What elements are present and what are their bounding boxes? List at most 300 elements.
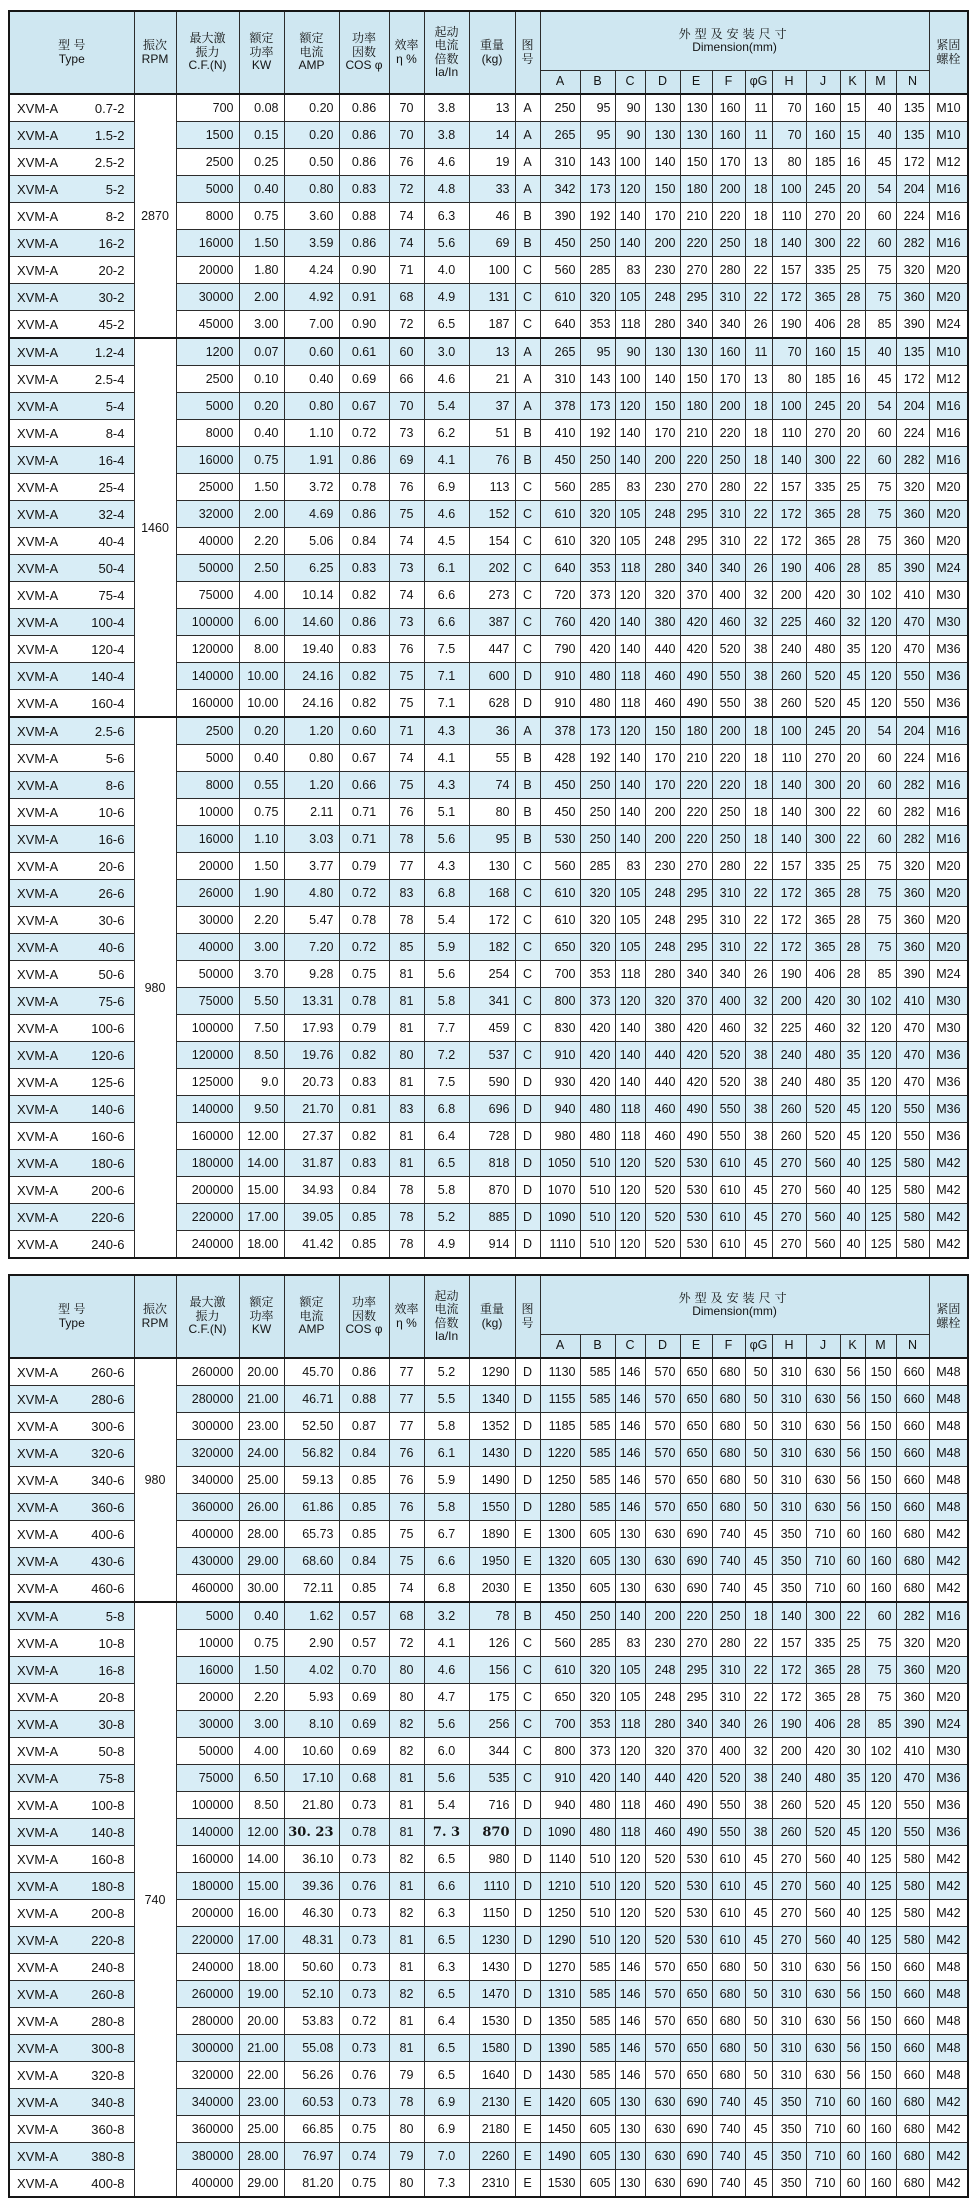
cell-dim-M: 125 [865,1231,896,1259]
cell-dim-N: 172 [896,366,929,393]
cell-ia: 6.6 [424,609,469,636]
cell-dim-φG: 50 [745,1954,772,1981]
cell-dim-J: 630 [806,1413,840,1440]
cell-dim-A: 650 [540,934,580,961]
cell-dim-N: 580 [896,1150,929,1177]
cell-type [9,2116,134,2143]
rpm-group-980 [9,1358,968,1602]
cell-cos: 0.91 [339,284,389,311]
cell-dim-K: 56 [840,1954,865,1981]
cell-dim-J: 460 [806,1015,840,1042]
cell-dim-φG: 50 [745,1981,772,2008]
cell-fig: B [515,447,540,474]
cell-eff: 78 [389,826,424,853]
cell-dim-J: 560 [806,1873,840,1900]
cell-bolt: M16 [929,772,968,799]
model-name: XVM-A [17,1472,59,1488]
cell-cf: 220000 [176,1204,239,1231]
model-size: 75-4 [98,587,125,603]
cell-dim-C: 146 [615,1440,645,1467]
cell-cf: 1200 [176,338,239,366]
cell-fig: D [515,1096,540,1123]
cell-kg: 33 [469,176,515,203]
cell-bolt: M16 [929,799,968,826]
cell-bolt: M42 [929,1548,968,1575]
cell-amp: 34.93 [284,1177,339,1204]
cell-dim-F: 610 [712,1927,745,1954]
cell-dim-C: 140 [615,1765,645,1792]
model-size: 220-8 [91,1932,125,1948]
cell-dim-E: 295 [680,528,712,555]
cell-dim-J: 335 [806,474,840,501]
cell-bolt: M36 [929,1069,968,1096]
cell-dim-M: 60 [865,203,896,230]
cell-dim-M: 150 [865,1467,896,1494]
cell-dim-D: 440 [645,1042,680,1069]
cell-cf: 120000 [176,636,239,663]
cell-dim-F: 610 [712,1900,745,1927]
cell-dim-M: 150 [865,1413,896,1440]
cell-fig: C [515,934,540,961]
cell-dim-φG: 38 [745,1042,772,1069]
model-name: XVM-A [17,127,59,143]
model-size: 10-6 [98,804,125,820]
model-name: XVM-A [17,1959,59,1975]
cell-bolt: M48 [929,1981,968,2008]
cell-dim-φG: 18 [745,745,772,772]
cell-fig: C [515,1657,540,1684]
cell-bolt: M48 [929,1467,968,1494]
model-name: XVM-A [17,398,59,414]
cell-kg: 131 [469,284,515,311]
cell-dim-E: 420 [680,1015,712,1042]
header-dim-D: D [645,71,680,95]
cell-dim-M: 120 [865,1015,896,1042]
cell-dim-K: 40 [840,1177,865,1204]
cell-amp: 17.93 [284,1015,339,1042]
cell-ia: 5.4 [424,393,469,420]
cell-dim-D: 570 [645,2062,680,2089]
cell-dim-N: 172 [896,149,929,176]
cell-ia: 6.8 [424,880,469,907]
cell-type [9,2035,134,2062]
cell-dim-K: 20 [840,176,865,203]
cell-dim-φG: 32 [745,582,772,609]
cell-dim-H: 270 [772,1927,806,1954]
cell-dim-E: 650 [680,1358,712,1386]
cell-amp: 3.60 [284,203,339,230]
cell-type [9,176,134,203]
cell-dim-N: 320 [896,1630,929,1657]
cell-cos: 0.75 [339,2170,389,2198]
cell-ia: 6.5 [424,1927,469,1954]
header-rpm-line: RPM [141,1315,169,1330]
model-size: 260-8 [91,1986,125,2002]
cell-dim-K: 15 [840,338,865,366]
cell-dim-H: 310 [772,1981,806,2008]
cell-cf: 5000 [176,1602,239,1630]
cell-eff: 78 [389,2089,424,2116]
cell-dim-C: 105 [615,528,645,555]
cell-fig: E [515,2089,540,2116]
cell-dim-E: 530 [680,1150,712,1177]
cell-kg: 1230 [469,1927,515,1954]
cell-dim-C: 105 [615,501,645,528]
cell-fig: D [515,1873,540,1900]
cell-dim-M: 120 [865,1819,896,1846]
cell-dim-A: 910 [540,1042,580,1069]
cell-dim-D: 630 [645,2143,680,2170]
cell-dim-D: 320 [645,1738,680,1765]
cell-fig: C [515,555,540,582]
cell-cos: 0.72 [339,420,389,447]
cell-dim-K: 25 [840,474,865,501]
cell-dim-F: 550 [712,1819,745,1846]
cell-dim-F: 740 [712,1521,745,1548]
cell-dim-F: 680 [712,1413,745,1440]
cell-cos: 0.73 [339,1981,389,2008]
cell-kw: 6.50 [239,1765,284,1792]
cell-dim-C: 105 [615,1657,645,1684]
cell-type [9,1150,134,1177]
cell-dim-B: 320 [580,1684,615,1711]
cell-dim-D: 520 [645,1873,680,1900]
cell-fig: D [515,1386,540,1413]
cell-dim-J: 520 [806,690,840,718]
cell-kg: 1530 [469,2008,515,2035]
cell-dim-N: 204 [896,717,929,745]
cell-dim-N: 550 [896,690,929,718]
cell-dim-M: 150 [865,1954,896,1981]
cell-type [9,1954,134,1981]
cell-dim-M: 120 [865,1765,896,1792]
cell-ia: 6.7 [424,1521,469,1548]
cell-dim-H: 190 [772,961,806,988]
cell-dim-M: 75 [865,880,896,907]
cell-dim-D: 320 [645,988,680,1015]
cell-cf: 16000 [176,1657,239,1684]
cell-type [9,311,134,339]
cell-type [9,880,134,907]
cell-ia: 6.5 [424,2062,469,2089]
cell-dim-D: 170 [645,203,680,230]
cell-type [9,1792,134,1819]
header-weight-line: 重量 [479,1302,504,1316]
cell-bolt: M48 [929,2035,968,2062]
cell-cos: 0.82 [339,690,389,718]
cell-dim-B: 250 [580,1602,615,1630]
cell-amp: 30. 23 [284,1819,339,1846]
cell-dim-K: 60 [840,2116,865,2143]
cell-dim-K: 35 [840,1042,865,1069]
header-rated-current-line: 额定 [299,1295,324,1310]
cell-dim-B: 585 [580,1467,615,1494]
cell-dim-E: 490 [680,663,712,690]
header-power-factor-line: 因数 [351,1308,376,1323]
cell-dim-F: 680 [712,1954,745,1981]
cell-dim-C: 140 [615,609,645,636]
header-dim-φG: φG [745,71,772,95]
cell-kg: 818 [469,1150,515,1177]
cell-dim-J: 245 [806,717,840,745]
model-name: XVM-A [17,723,59,739]
cell-dim-D: 570 [645,1440,680,1467]
cell-dim-A: 310 [540,366,580,393]
header-starting-current-ratio-line: Ia/In [434,1329,459,1343]
cell-kw: 3.00 [239,1711,284,1738]
cell-dim-K: 28 [840,311,865,339]
cell-bolt: M48 [929,2062,968,2089]
cell-dim-H: 157 [772,853,806,880]
cell-cf: 400000 [176,1521,239,1548]
cell-type [9,1657,134,1684]
cell-dim-B: 320 [580,528,615,555]
rpm-group-740 [9,1602,968,2197]
model-size: 1.5-2 [94,127,125,143]
cell-cf: 160000 [176,1846,239,1873]
cell-eff: 79 [389,2062,424,2089]
cell-dim-E: 295 [680,284,712,311]
cell-ia: 5.1 [424,799,469,826]
cell-ia: 4.7 [424,1684,469,1711]
cell-dim-φG: 50 [745,1413,772,1440]
cell-dim-C: 140 [615,799,645,826]
cell-type [9,663,134,690]
cell-kw: 19.00 [239,1981,284,2008]
cell-eff: 81 [389,1123,424,1150]
model-name: XVM-A [17,1716,59,1732]
cell-ia: 6.0 [424,1738,469,1765]
header-efficiency-line: η % [396,51,417,66]
cell-dim-E: 295 [680,880,712,907]
cell-dim-H: 270 [772,1177,806,1204]
cell-amp: 10.60 [284,1738,339,1765]
cell-dim-K: 40 [840,1846,865,1873]
cell-dim-D: 248 [645,528,680,555]
cell-fig: C [515,284,540,311]
cell-eff: 75 [389,1521,424,1548]
cell-fig: D [515,1231,540,1259]
cell-dim-J: 560 [806,1204,840,1231]
cell-eff: 80 [389,1657,424,1684]
model-size: 2.5-6 [94,723,125,739]
cell-kw: 1.10 [239,826,284,853]
cell-dim-N: 550 [896,1792,929,1819]
cell-ia: 4.1 [424,745,469,772]
cell-dim-B: 320 [580,284,615,311]
cell-dim-J: 300 [806,1602,840,1630]
cell-kg: 21 [469,366,515,393]
cell-fig: C [515,582,540,609]
header-efficiency [389,11,424,94]
model-size: 200-8 [91,1905,125,1921]
cell-dim-F: 200 [712,393,745,420]
cell-cf: 125000 [176,1069,239,1096]
cell-dim-M: 125 [865,1873,896,1900]
cell-bolt: M42 [929,2170,968,2198]
cell-dim-H: 310 [772,1467,806,1494]
cell-ia: 4.9 [424,284,469,311]
cell-dim-F: 250 [712,826,745,853]
cell-dim-φG: 22 [745,880,772,907]
cell-dim-C: 140 [615,1015,645,1042]
cell-dim-D: 248 [645,880,680,907]
cell-dim-A: 560 [540,474,580,501]
cell-dim-E: 340 [680,311,712,339]
cell-dim-C: 140 [615,636,645,663]
cell-dim-E: 220 [680,1602,712,1630]
cell-amp: 2.11 [284,799,339,826]
cell-bolt: M30 [929,582,968,609]
cell-dim-M: 85 [865,1711,896,1738]
cell-kw: 1.50 [239,230,284,257]
cell-dim-C: 146 [615,1358,645,1386]
model-name: XVM-A [17,1797,59,1813]
cell-type [9,1738,134,1765]
cell-fig: C [515,1711,540,1738]
cell-type [9,582,134,609]
cell-type [9,907,134,934]
cell-type [9,393,134,420]
cell-kw: 14.00 [239,1846,284,1873]
cell-dim-C: 120 [615,393,645,420]
cell-dim-J: 406 [806,555,840,582]
cell-dim-D: 570 [645,1358,680,1386]
cell-type [9,1042,134,1069]
cell-dim-E: 490 [680,1123,712,1150]
cell-ia: 4.3 [424,853,469,880]
cell-dim-J: 630 [806,2008,840,2035]
cell-dim-H: 350 [772,1548,806,1575]
cell-dim-N: 680 [896,2116,929,2143]
header-dim-B: B [580,71,615,95]
cell-fig: A [515,122,540,149]
model-size: 400-6 [91,1526,125,1542]
model-size: 100-6 [91,1020,125,1036]
cell-dim-K: 40 [840,1150,865,1177]
cell-dim-N: 580 [896,1231,929,1259]
cell-eff: 78 [389,1231,424,1259]
cell-dim-D: 520 [645,1150,680,1177]
cell-dim-K: 20 [840,717,865,745]
cell-kg: 535 [469,1765,515,1792]
cell-kg: 55 [469,745,515,772]
cell-dim-H: 172 [772,284,806,311]
cell-cos: 0.73 [339,2035,389,2062]
cell-dim-J: 520 [806,1096,840,1123]
cell-dim-H: 350 [772,2089,806,2116]
cell-dim-K: 22 [840,799,865,826]
cell-dim-D: 520 [645,1900,680,1927]
cell-dim-C: 130 [615,2089,645,2116]
header-max-force-line: 振力 [195,1308,220,1323]
cell-dim-D: 520 [645,1204,680,1231]
model-size: 320-6 [91,1445,125,1461]
cell-dim-D: 140 [645,149,680,176]
cell-bolt: M42 [929,1150,968,1177]
cell-cos: 0.71 [339,799,389,826]
cell-kg: 1290 [469,1358,515,1386]
cell-dim-D: 570 [645,1467,680,1494]
cell-dim-A: 530 [540,826,580,853]
cell-kg: 344 [469,1738,515,1765]
cell-dim-C: 146 [615,1386,645,1413]
cell-dim-N: 135 [896,94,929,122]
cell-dim-J: 365 [806,934,840,961]
cell-dim-B: 585 [580,1440,615,1467]
cell-kw: 18.00 [239,1231,284,1259]
cell-dim-J: 520 [806,663,840,690]
cell-eff: 74 [389,230,424,257]
cell-fig: C [515,501,540,528]
cell-dim-D: 630 [645,1548,680,1575]
cell-dim-A: 1155 [540,1386,580,1413]
cell-dim-H: 80 [772,149,806,176]
cell-kg: 1150 [469,1900,515,1927]
cell-dim-N: 660 [896,1954,929,1981]
cell-dim-H: 110 [772,203,806,230]
cell-kw: 8.50 [239,1042,284,1069]
cell-kg: 2310 [469,2170,515,2198]
cell-dim-E: 530 [680,1900,712,1927]
cell-dim-J: 270 [806,745,840,772]
cell-dim-N: 470 [896,1015,929,1042]
cell-cf: 40000 [176,934,239,961]
cell-dim-M: 160 [865,1548,896,1575]
cell-eff: 72 [389,1630,424,1657]
model-size: 8-4 [105,425,125,441]
cell-dim-J: 630 [806,2035,840,2062]
cell-dim-H: 310 [772,1358,806,1386]
cell-dim-M: 85 [865,555,896,582]
cell-bolt: M36 [929,1042,968,1069]
cell-dim-F: 550 [712,1792,745,1819]
cell-type [9,1413,134,1440]
cell-bolt: M16 [929,447,968,474]
cell-amp: 56.82 [284,1440,339,1467]
cell-dim-H: 270 [772,1873,806,1900]
cell-amp: 0.60 [284,338,339,366]
cell-dim-A: 1490 [540,2143,580,2170]
cell-dim-F: 400 [712,582,745,609]
cell-amp: 39.36 [284,1873,339,1900]
cell-eff: 76 [389,799,424,826]
cell-kg: 1430 [469,1954,515,1981]
cell-kw: 0.40 [239,1602,284,1630]
cell-cf: 380000 [176,2143,239,2170]
model-name: XVM-A [17,1236,59,1252]
cell-dim-J: 245 [806,176,840,203]
model-name: XVM-A [17,1209,59,1225]
cell-dim-J: 520 [806,1792,840,1819]
header-rated-current-line: 电流 [299,1308,324,1323]
cell-ia: 6.3 [424,1954,469,1981]
cell-cf: 280000 [176,2008,239,2035]
cell-type [9,474,134,501]
header-type-line: Type [58,51,85,66]
cell-dim-φG: 26 [745,1711,772,1738]
cell-type [9,961,134,988]
cell-dim-K: 15 [840,122,865,149]
cell-bolt: M16 [929,393,968,420]
header-rated-power [239,11,284,94]
cell-amp: 14.60 [284,609,339,636]
cell-dim-F: 460 [712,1015,745,1042]
cell-dim-E: 220 [680,772,712,799]
cell-type [9,934,134,961]
cell-kw: 14.00 [239,1150,284,1177]
cell-dim-A: 450 [540,447,580,474]
